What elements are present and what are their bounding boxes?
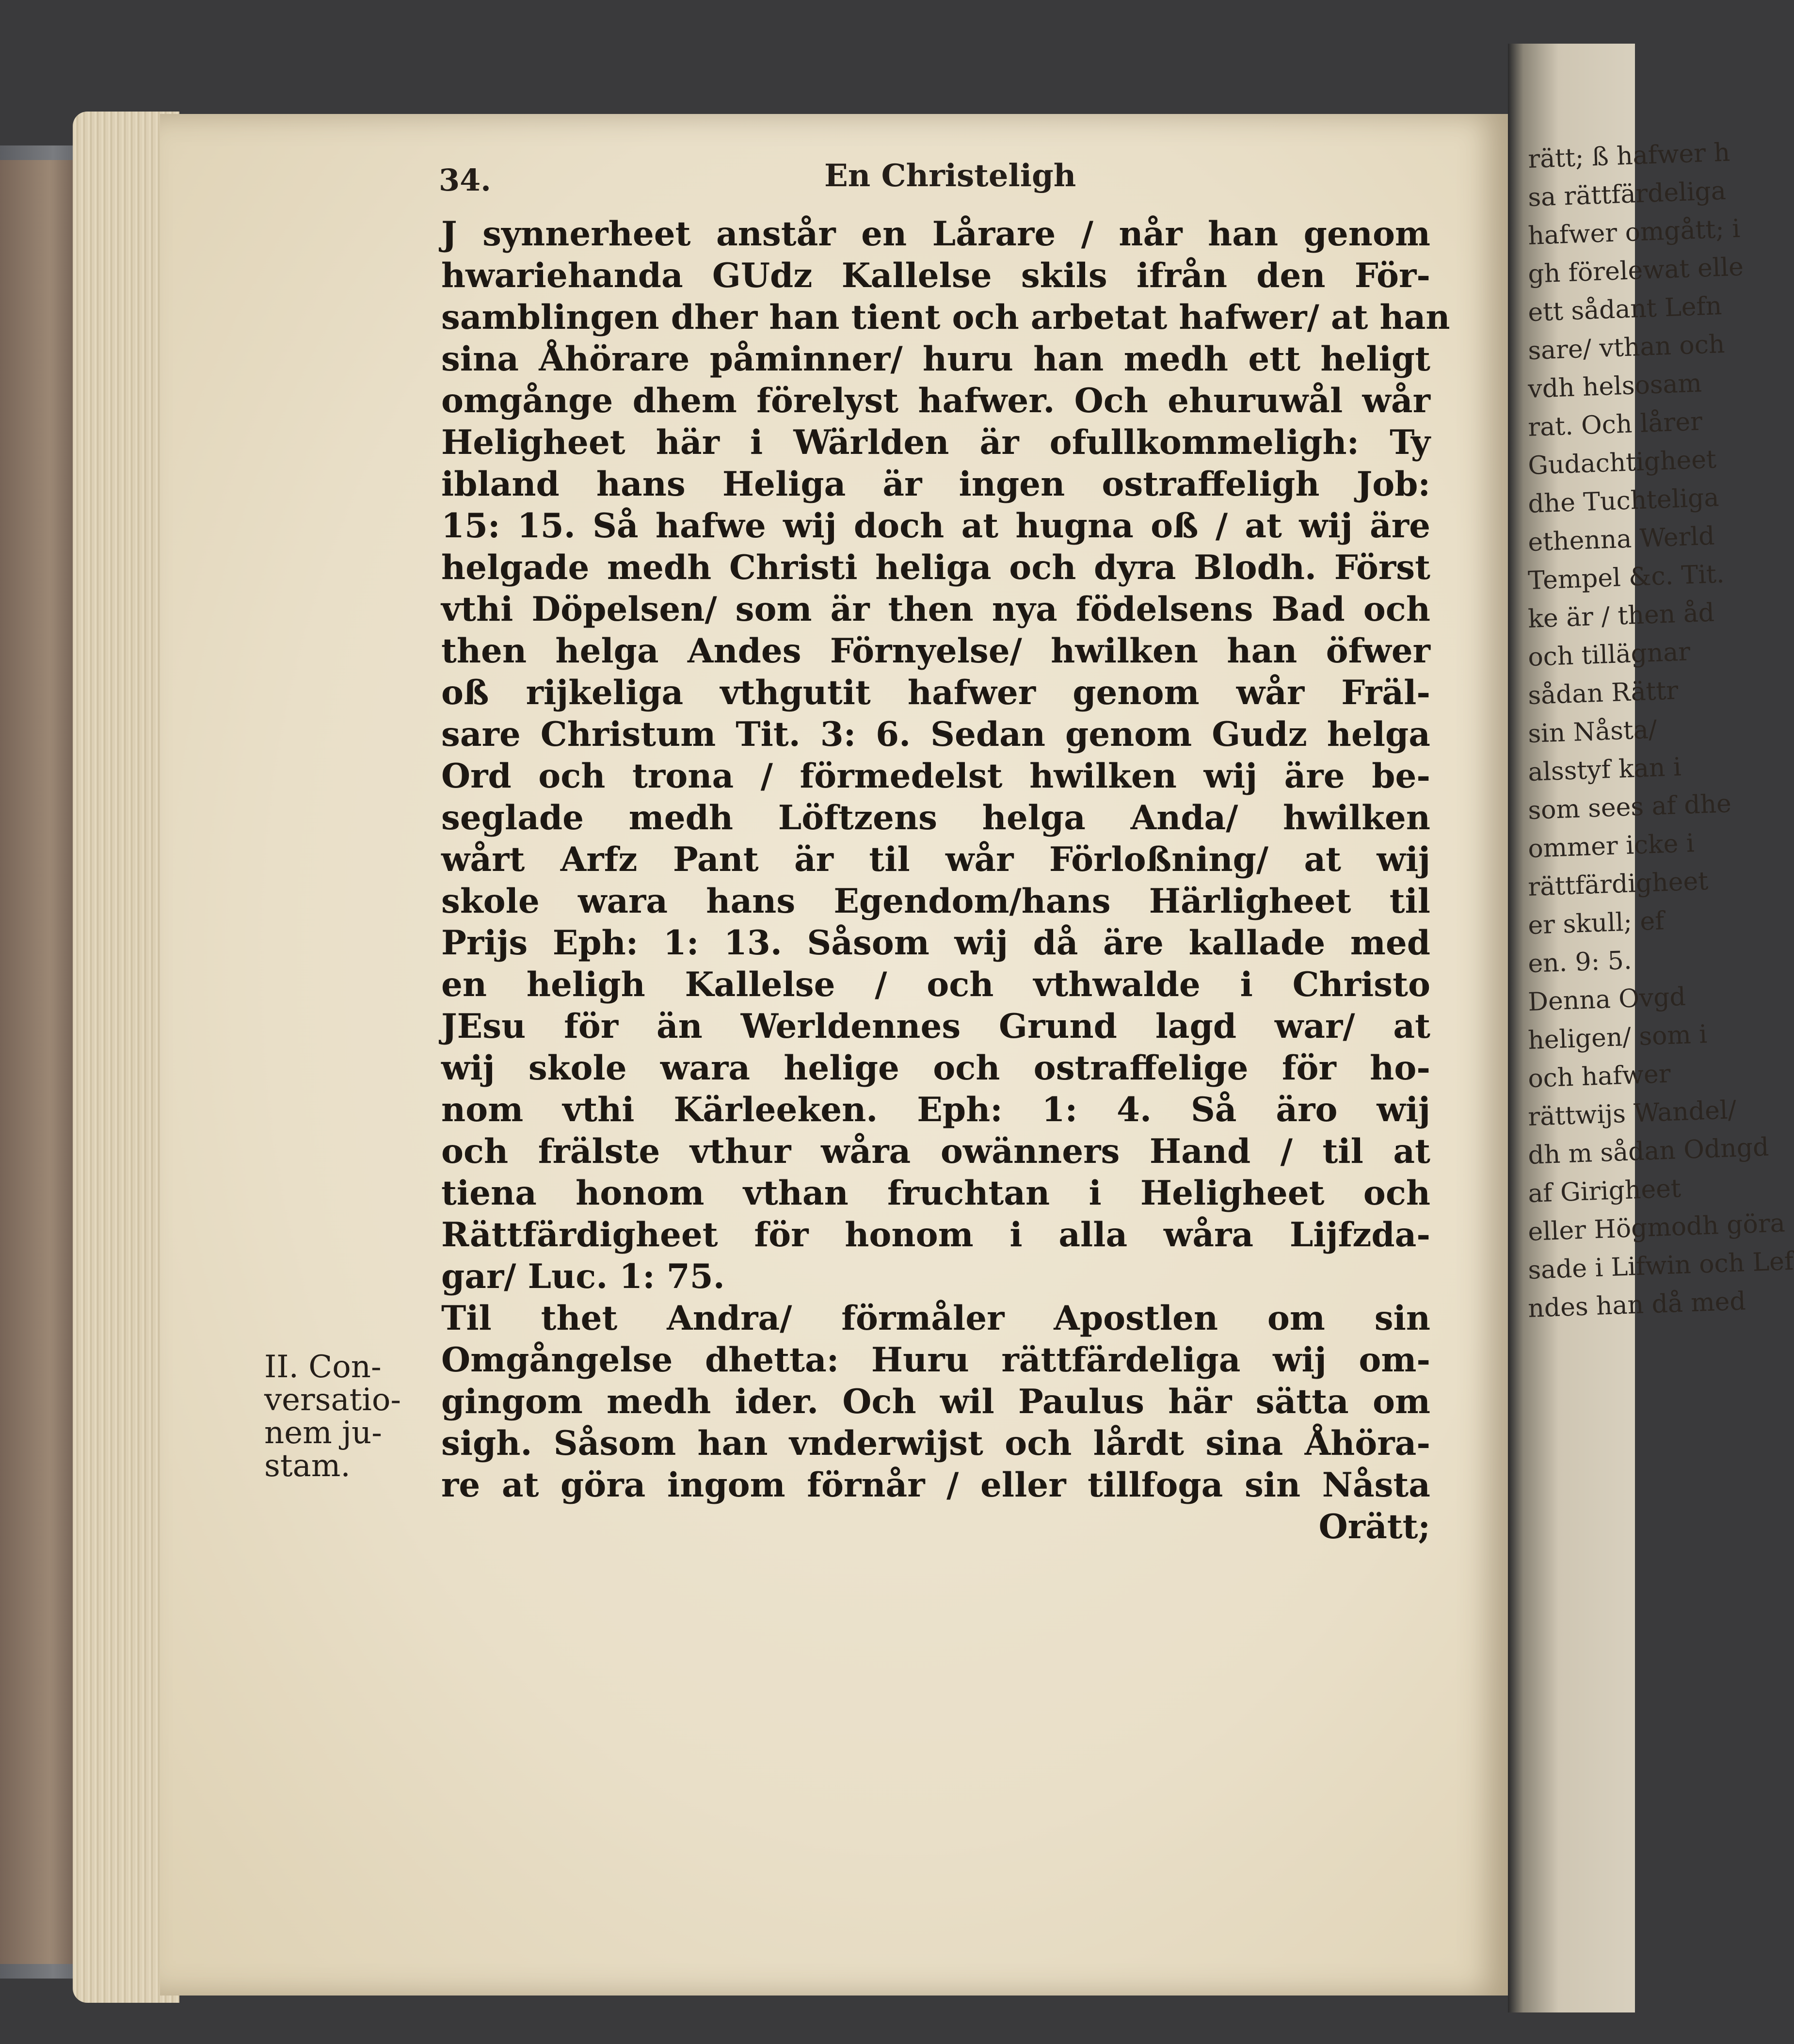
facing-page-line: dh m sådan Odngd xyxy=(1527,1132,1770,1170)
text-line: helgade medh Christi heliga och dyra Blodh. Först xyxy=(441,548,1430,587)
facing-page-line: er skull; ef xyxy=(1527,906,1665,940)
facing-page-line: hafwer omgått; i xyxy=(1527,214,1741,251)
facing-page-line: sådan Rättr xyxy=(1527,676,1679,710)
text-line: ibland hans Heliga är ingen ostraffeligh Job: xyxy=(441,465,1430,504)
text-line: Heligheet här i Wärlden är ofullkommeligh: Ty xyxy=(441,423,1430,462)
cover-edge xyxy=(0,160,82,1964)
text-line: sigh. Såsom han vnderwijst och lårdt sina Åhöra- xyxy=(441,1424,1430,1463)
margin-note-line: versatio- xyxy=(264,1382,401,1418)
body-text xyxy=(441,213,1450,1548)
margin-note-line: nem ju- xyxy=(264,1415,382,1451)
facing-page-line: Gudachtigheet xyxy=(1527,445,1717,481)
text-line: Omgångelse dhetta: Huru rättfärdeliga wij om- xyxy=(441,1340,1430,1380)
facing-page-line: och tillägnar xyxy=(1527,637,1691,672)
text-line: Orätt; xyxy=(1318,1507,1430,1546)
facing-page-line: som sees af dhe xyxy=(1527,789,1732,825)
text-line: sare Christum Tit. 3: 6. Sedan genom Gudz helga xyxy=(441,715,1430,754)
margin-note xyxy=(264,1351,429,1482)
text-line: Rättfärdigheet för honom i alla wåra Lijfzda- xyxy=(441,1215,1430,1255)
facing-page-line: rätt; ß hafwer h xyxy=(1527,138,1731,174)
facing-page-line: alsstyf kan i xyxy=(1527,752,1682,787)
facing-page-line: sade i Lifwin och Lef xyxy=(1527,1246,1794,1285)
facing-page-line: Tempel &c. Tit. xyxy=(1527,559,1725,595)
facing-page-line: och hafwer xyxy=(1527,1059,1671,1094)
facing-page-line: en. 9: 5. xyxy=(1527,946,1633,979)
facing-page-line: sa rättfärdeliga xyxy=(1527,176,1727,212)
facing-page-line: ommer icke i xyxy=(1527,829,1695,864)
facing-page-line: gh förelewat elle xyxy=(1527,252,1744,289)
text-line: re at göra ingom förnår / eller tillfoga sin Nåsta xyxy=(441,1465,1430,1505)
running-head: En Christeligh xyxy=(824,158,1076,194)
text-line: JEsu för än Werldennes Grund lagd war/ at xyxy=(441,1007,1430,1046)
text-line: gingom medh ider. Och wil Paulus här sätta om xyxy=(441,1382,1430,1421)
text-line: then helga Andes Förnyelse/ hwilken han öfwer xyxy=(441,631,1430,671)
facing-page-line: rättfärdigheet xyxy=(1527,867,1709,902)
text-line: wårt Arfz Pant är til wår Förloßning/ at wij xyxy=(441,840,1430,879)
facing-page-line: ethenna Werld xyxy=(1527,521,1715,557)
facing-page-line: eller Högmodh göra xyxy=(1527,1208,1786,1247)
text-line: Til thet Andra/ förmåler Apostlen om sin xyxy=(441,1299,1430,1338)
margin-note-line: stam. xyxy=(264,1448,351,1484)
text-line: nom vthi Kärleeken. Eph: 1: 4. Så äro wij xyxy=(441,1090,1430,1129)
margin-note-line: II. Con- xyxy=(264,1349,382,1385)
text-line: 15: 15. Så hafwe wij doch at hugna oß / at wij äre xyxy=(441,506,1430,546)
facing-page-line: ndes han då med xyxy=(1527,1287,1746,1323)
text-line: vthi Döpelsen/ som är then nya födelsens Bad och xyxy=(441,590,1430,629)
facing-page-line: sin Nåsta/ xyxy=(1527,715,1658,749)
text-line: en heligh Kallelse / och vthwalde i Christo xyxy=(441,965,1430,1004)
facing-page-line: heligen/ som i xyxy=(1527,1020,1708,1055)
facing-page-line: Denna Ovgd xyxy=(1527,982,1686,1017)
text-line: wij skole wara helige och ostraffelige för ho- xyxy=(441,1048,1430,1088)
facing-page-line: vdh helsosam xyxy=(1527,369,1702,404)
text-line: Ord och trona / förmedelst hwilken wij äre be- xyxy=(441,756,1430,796)
text-line: J synnerheet anstår en Lårare / når han genom xyxy=(441,214,1430,254)
facing-page-line: rat. Och lårer xyxy=(1527,407,1703,442)
text-line: Prijs Eph: 1: 13. Såsom wij då äre kallade med xyxy=(441,923,1430,963)
text-line: tiena honom vthan fruchtan i Heligheet och xyxy=(441,1174,1430,1213)
facing-page xyxy=(1508,44,1794,2012)
text-line: sina Åhörare påminner/ huru han medh ett heligt xyxy=(441,339,1430,379)
facing-page-line: ke är / then åd xyxy=(1527,598,1715,634)
text-line: och frälste vthur wåra owänners Hand / til at xyxy=(441,1132,1430,1171)
text-line: samblingen dher han tient och arbetat hafwer/ at han xyxy=(441,298,1450,337)
text-line: omgånge dhem förelyst hafwer. Och ehuruwål wår xyxy=(441,381,1430,420)
page-number: 34. xyxy=(439,162,491,198)
facing-page-text xyxy=(1508,138,1794,1328)
facing-page-line: sare/ vthan och xyxy=(1527,329,1726,366)
facing-page-line: af Girigheet xyxy=(1527,1174,1682,1208)
text-line: oß rijkeliga vthgutit hafwer genom wår Fräl- xyxy=(441,673,1430,712)
facing-page-line: dhe Tuchteliga xyxy=(1527,483,1720,519)
facing-page-line: ett sådant Lefn xyxy=(1527,291,1723,327)
text-line: skole wara hans Egendom/hans Härligheet til xyxy=(441,882,1430,921)
text-line: seglade medh Löftzens helga Anda/ hwilken xyxy=(441,798,1430,837)
text-line: hwariehanda GUdz Kallelse skils ifrån den För- xyxy=(441,256,1430,295)
facing-page-line: rättwijs Wandel/ xyxy=(1527,1095,1737,1132)
text-line: gar/ Luc. 1: 75. xyxy=(441,1257,725,1296)
